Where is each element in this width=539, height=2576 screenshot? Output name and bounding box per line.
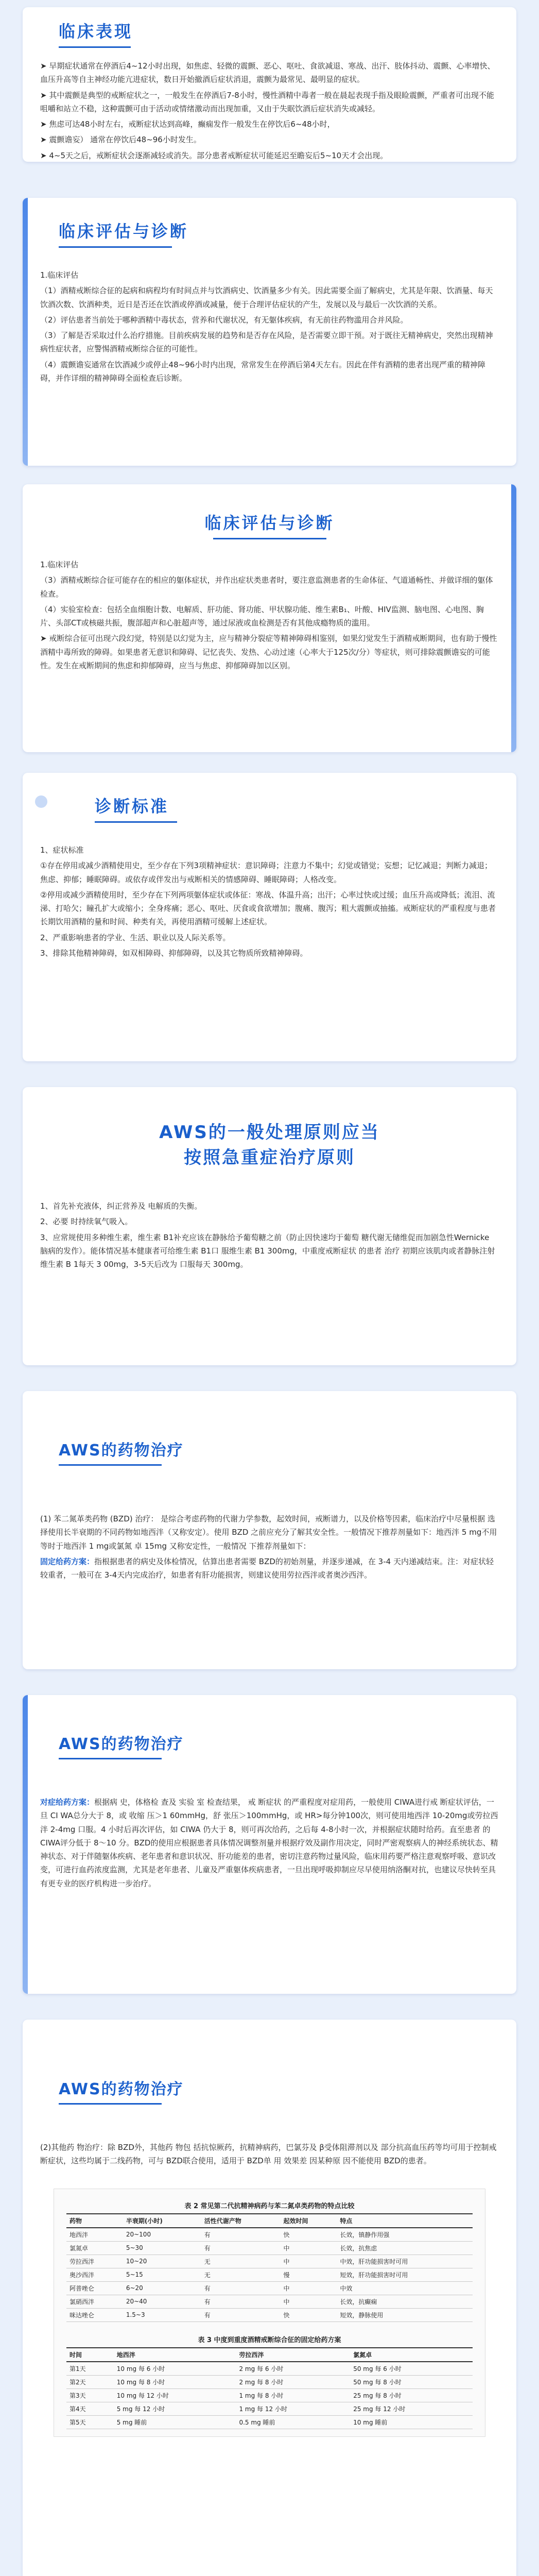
paragraph — [40, 1555, 499, 1582]
section-body — [23, 843, 516, 960]
paragraph — [40, 1795, 499, 1890]
paragraph: 1.临床评估 — [40, 560, 79, 569]
table-cell: 1.5~3 — [123, 2308, 201, 2321]
table-cell: 第5天 — [66, 2415, 114, 2429]
table-row — [66, 2241, 473, 2255]
column-header: 劳拉西泮 — [236, 2348, 350, 2362]
section-clinical-evaluation-1 — [23, 198, 516, 466]
side-decoration — [23, 1695, 28, 1994]
fixed-dose-table — [66, 2347, 473, 2429]
table-row — [66, 2228, 473, 2242]
section-body — [23, 1512, 516, 1582]
paragraph: （1）酒精戒断综合征的起病和病程均有时间点并与饮酒病史、饮酒量多少有关。因此需要全面了解病史，尤其是年限、饮酒量、每天饮酒次数、饮酒种类，近日是否还在饮酒或停酒或减量，便于合理评估症状的产生，发展以及与最后一次饮酒的关系。 — [40, 286, 493, 309]
paragraph: 1、症状标准 — [40, 845, 84, 855]
section-clinical-evaluation-2 — [23, 484, 516, 752]
paragraph: 1、首先补充液体，纠正营养及 电解质的失衡。 — [40, 1201, 202, 1211]
title-underline — [59, 1464, 162, 1466]
table-cell: 有 — [201, 2308, 281, 2321]
table-row — [66, 2255, 473, 2268]
title-underline — [59, 46, 131, 48]
table-header-row — [66, 2348, 473, 2362]
table-cell: 10 mg 睡前 — [350, 2415, 473, 2429]
column-header: 地西泮 — [114, 2348, 236, 2362]
section-title: 临床评估与诊断 — [204, 513, 335, 533]
table-cell: 10 mg 每 6 小时 — [114, 2362, 236, 2376]
table-cell: 50 mg 每 8 小时 — [350, 2375, 473, 2388]
drug-comparison-table — [66, 2213, 473, 2322]
section-body — [23, 2141, 516, 2168]
column-header: 起效时间 — [281, 2214, 337, 2228]
paragraph: 2、必要 时持续氧气吸入。 — [40, 1217, 133, 1227]
section-body — [23, 1199, 516, 1271]
title-underline — [59, 1758, 162, 1759]
decoration-dot — [35, 795, 47, 808]
paragraph: ➤ 早期症状通常在停酒后4~12小时出现，如焦虑、轻微的震颤、恶心、呕吐、食欲减退、寒战、出汗、肢体抖动、震颤、心率增快、血压升高等自主神经功能亢进症状，数日开始撤酒后症状消退，震颤为最常见、最明显的症状。 — [40, 61, 495, 84]
section-title: 诊断标准 — [95, 796, 169, 816]
table-cell: 第4天 — [66, 2402, 114, 2415]
paragraph: ➤ 其中震颤是典型的戒断症状之一，一般发生在停酒后7-8小时，慢性酒精中毒者一般在晨起表现手指及眼睑震颤，严重者可出现不能咀嚼和站立不稳，这种震颤可由于活动或情绪激动而出现加重，又由于失眠饮酒后症状消失或减轻。 — [40, 90, 494, 113]
table-cell: 劳拉西泮 — [66, 2255, 123, 2268]
table-row — [66, 2295, 473, 2308]
table-cell: 20~40 — [123, 2295, 201, 2308]
column-header: 时间 — [66, 2348, 114, 2362]
paragraph: ➤ 震颤谵妄） 通常在停饮后48~96小时发生。 — [40, 135, 201, 145]
paragraph: 3、应常规使用多种维生素，维生素 B1补充应该在静脉给予葡萄糖之前（防止因快速均于葡萄 糖代谢无储维促而加剧急性Wernicke 脑病的发作）。能体情况基本健康者可给维生素 B1口 服维生素 B1 300mg，中重度戒断症状 的患者 治疗 初期应该肌肉或者静脉注射维生素 B 1每天 3 00mg，3-5天后改为 口服每天 300mg。 — [40, 1232, 495, 1269]
paragraph: ①存在停用或减少酒精使用史，至少存在下列3项精神症状：意识障碍；注意力不集中；幻觉或错觉；妄想；记忆减退；判断力减退；焦虑、抑郁；睡眠障碍。或依存或伴发出与戒断相关的情感障碍、睡眠障碍；人格改变。 — [40, 861, 492, 884]
table-cell: 第3天 — [66, 2388, 114, 2402]
table-header-row — [66, 2214, 473, 2228]
paragraph: ➤ 焦虑可达48小时左右，戒断症状达到高峰，癫痫发作一般发生在停饮后6~48小时， — [40, 120, 335, 129]
paragraph-text: 根据病 史，体格检 查及 实验 室 检查结果， 戒 断症状 的严重程度对症用药，一般使用 CIWA进行戒 断症状评估，一旦 CI WA总分大于 8，或 收缩 压＞1 60mmHg，舒 张压＞100mmHg，或 HR>每分钟100次，则可使用地西泮 10-20mg或劳拉西泮 2-4mg 口服。4 小时后再次评估，如 CIWA 仍大于 8，则可再次给药，之后每 4-8小时一次，并根据症状随时给药。直至患者 的 CIWA评分低于 8～10 分。BZD的使用应根据患者具体情况调整剂量并根据疗效及副作用决定，同时严密观察病人的神经系统状态、精神状态、对于伴随躯体疾病、老年患者和意识状况、肝功能差的患者，密切注意药物过量风险，临床用药要严格注意观察呼吸、意识改变，可进行血药浓度监测，尤其是老年患者、儿童及严重躯体疾病患者，一旦出现呼吸抑制应尽早使用纳洛酮对抗，也建议尽快转至具有更专业的医疗机构进一步治疗。 — [40, 1798, 498, 1888]
highlight-label: 固定给药方案： — [40, 1556, 95, 1566]
paragraph: 2、严重影响患者的学业、生活、职业以及人际关系等。 — [40, 933, 231, 942]
highlight-label: 对症给药方案： — [40, 1798, 95, 1807]
table-cell: 5~15 — [123, 2268, 201, 2281]
table-cell: 慢 — [281, 2268, 337, 2281]
table-cell: 50 mg 每 6 小时 — [350, 2362, 473, 2376]
paragraph: ➤ 4~5天之后，戒断症状会逐渐减轻或消失。部分患者戒断症状可能延迟至瞻妄后5~10天才会出现。 — [40, 150, 388, 160]
side-decoration — [23, 198, 28, 466]
title-underline — [213, 538, 326, 539]
table-row — [66, 2415, 473, 2429]
title-underline — [59, 2103, 162, 2105]
table-cell: 中效，肝功能损害时可用 — [337, 2255, 473, 2268]
table-cell: 1 mg 每 8 小时 — [236, 2388, 350, 2402]
paragraph: （3）了解是否采取过什么治疗措施。目前疾病发展的趋势和是否存在风险，是否需要立即干预。对于既往无精神病史，突然出现精神病性症状者，应警惕酒精戒断综合征的可能性。 — [40, 331, 493, 354]
paragraph: （4）震颤谵妄通常在饮酒减少或停止48~96小时内出现，常常发生在停酒后第4天左右。因此在伴有酒精的患者出现严重的精神障碍，并作详细的精神障碍全面检查后诊断。 — [40, 360, 485, 383]
table-cell: 10 mg 每 12 小时 — [114, 2388, 236, 2402]
section-body — [23, 59, 516, 162]
section-clinical-manifestation — [23, 7, 516, 162]
table-cell: 中 — [281, 2281, 337, 2295]
section-title: AWS的药物治疗 — [59, 1442, 184, 1460]
table-card — [54, 2189, 485, 2437]
table-cell: 快 — [281, 2228, 337, 2242]
table-cell: 10 mg 每 8 小时 — [114, 2375, 236, 2388]
table-cell: 有 — [201, 2241, 281, 2255]
side-decoration — [511, 484, 516, 752]
table-cell: 短效，肝功能损害时可用 — [337, 2268, 473, 2281]
table-cell: 25 mg 每 12 小时 — [350, 2402, 473, 2415]
section-body — [23, 268, 516, 385]
table-cell: 长效，抗癫痫 — [337, 2295, 473, 2308]
column-header: 特点 — [337, 2214, 473, 2228]
paragraph: ➤ 戒断综合征可出现六段幻觉，特别是以幻觉为主，应与精神分裂症等精神障碍相鉴别，如果幻觉发生于酒精戒断期间，也有助于慢性酒精中毒所致的障碍。如果患者无意识和障碍、记忆丧失、发热、心动过速（心率大于125次/分）等症状，则可排除震颤谵妄的可能性。发生在戒断期间的焦虑和抑郁障碍，应当与焦虑、抑郁障碍加以区别。 — [40, 634, 497, 670]
table-cell: 2 mg 每 6 小时 — [236, 2362, 350, 2376]
paragraph: （3）酒精戒断综合征可能存在的相应的躯体症状，并作出症状类患者时，要注意监测患者的生命体征、气道通畅性、并做详细的躯体检查。 — [40, 575, 493, 599]
title-line-2: 按照急重症治疗原则 — [184, 1147, 355, 1168]
table-cell: 中 — [281, 2295, 337, 2308]
column-header: 氯氮卓 — [350, 2348, 473, 2362]
table-row — [66, 2268, 473, 2281]
paragraph: 3、排除其他精神障碍，如双相障碍、抑郁障碍，以及其它物质所致精神障碍。 — [40, 948, 308, 958]
table-row — [66, 2375, 473, 2388]
table-cell: 10~20 — [123, 2255, 201, 2268]
table-cell: 第1天 — [66, 2362, 114, 2376]
table-cell: 6~20 — [123, 2281, 201, 2295]
table-row — [66, 2308, 473, 2321]
table-cell: 2 mg 每 8 小时 — [236, 2375, 350, 2388]
table-row — [66, 2281, 473, 2295]
paragraph: (2)其他药 物治疗：除 BZD外，其他药 物包 括抗惊厥药，抗精神病药，巴氯芬及 β受体阻滞剂以及 部分抗高血压药等均可用于控制戒断症状，这些均属于二线药物，可与 BZD联合使用，适用于 BZD单 用 效果差 因某种原 因不能使用 BZD的患者。 — [40, 2143, 497, 2166]
paragraph: ②停用或减少酒精使用时，至少存在下列两项躯体症状或体征：寒战、体温升高；出汗；心率过快或过缓；血压升高或降低；流泪、流涕、打哈欠；瞳孔扩大或缩小；全身疼痛；恶心、呕吐、厌食或食欲增加；腹痛、腹泻；粗大震颤或抽搐。戒断症状的严重程度与患者长期饮用酒精的量和时间、种类有关，再使用酒精可缓解上述症状。 — [40, 890, 496, 927]
column-header: 半衰期(小时) — [123, 2214, 201, 2228]
table-cell: 无 — [201, 2255, 281, 2268]
table-cell: 无 — [201, 2268, 281, 2281]
section-body — [23, 558, 516, 672]
table-cell: 5 mg 每 12 小时 — [114, 2402, 236, 2415]
table-cell: 5 mg 睡前 — [114, 2415, 236, 2429]
table-caption: 表 2 常见第二代抗精神病药与苯二氮卓类药物的特点比较 — [184, 2202, 355, 2210]
section-title: AWS的药物治疗 — [59, 1735, 184, 1753]
table-cell: 咪达唑仑 — [66, 2308, 123, 2321]
section-general-principles — [23, 1087, 516, 1365]
table-cell: 地西泮 — [66, 2228, 123, 2242]
paragraph-text: 指根据患者的病史及体检情况，估算出患者需要 BZD的初始剂量，并逐步递减，在 3-4 天内递减结束。注：对症状轻较重者，一般可在 3-4天内完成治疗，如患者有肝功能损害，则建议使用劳拉西泮或者奥沙西泮。 — [40, 1556, 494, 1580]
title-line-1: AWS的一般处理原则应当 — [159, 1122, 380, 1143]
title-underline — [95, 821, 177, 823]
section-diagnostic-criteria — [23, 773, 516, 1061]
table-row — [66, 2388, 473, 2402]
table-cell: 氯氮卓 — [66, 2241, 123, 2255]
table-row — [66, 2402, 473, 2415]
table-cell: 有 — [201, 2228, 281, 2242]
table-caption: 表 3 中度到重度酒精戒断综合征的固定给药方案 — [198, 2336, 341, 2344]
paragraph: 1.临床评估 — [40, 270, 79, 280]
paragraph: （2）评估患者当前处于哪种酒精中毒状态，营养和代谢状况，有无躯体疾病，有无前往药物滥用合并风险。 — [40, 315, 408, 325]
section-body — [23, 1795, 516, 1890]
table-cell: 中效 — [337, 2281, 473, 2295]
section-title: 临床评估与诊断 — [59, 222, 189, 241]
section-drug-treatment-2 — [23, 1695, 516, 1994]
table-cell: 中 — [281, 2255, 337, 2268]
title-underline — [59, 246, 172, 248]
section-drug-treatment-1 — [23, 1391, 516, 1669]
paragraph: （4）实验室检查：包括全血细胞计数、电解质、肝功能、肾功能、甲状腺功能、维生素B₁、叶酸、HIV监测、脑电图、心电图、胸片、头部CT或核磁共振，腹部超声和心脏超声等，通过尿液或血检测是否有其他成瘾物质的滥用。 — [40, 604, 484, 628]
table-cell: 第2天 — [66, 2375, 114, 2388]
table-cell: 5~30 — [123, 2241, 201, 2255]
column-header: 药物 — [66, 2214, 123, 2228]
table-cell: 短效，静脉使用 — [337, 2308, 473, 2321]
table-cell: 阿普唑仑 — [66, 2281, 123, 2295]
table-cell: 长效，镇静作用强 — [337, 2228, 473, 2242]
section-title — [23, 1087, 516, 1168]
paragraph: (1) 苯二氮革类药物 (BZD) 治疗： 是综合考虑药物的代谢力学参数，起效时间，戒断谱力，以及价格等因素，临床治疗中尽量根据 选择使用长半衰期的不同药物如地西泮（又称安定）。使用 BZD 之前应充分了解其安全性。一般情况下推荐剂量如下：地西泮 5 mg不用等时于地西泮 1 mg或氯氮 卓 15mg 又称安定性，一般情况 下推荐剂量如下： — [40, 1514, 497, 1551]
table-cell: 奥沙西泮 — [66, 2268, 123, 2281]
section-title: AWS的药物治疗 — [59, 2080, 184, 2098]
table-cell: 25 mg 每 8 小时 — [350, 2388, 473, 2402]
table-row — [66, 2362, 473, 2376]
section-drug-treatment-3 — [23, 2020, 516, 2576]
table-cell: 有 — [201, 2295, 281, 2308]
table-cell: 1 mg 每 12 小时 — [236, 2402, 350, 2415]
table-cell: 中 — [281, 2241, 337, 2255]
table-cell: 20~100 — [123, 2228, 201, 2242]
table-cell: 氯硝西泮 — [66, 2295, 123, 2308]
section-title: 临床表现 — [59, 22, 133, 41]
table-cell: 0.5 mg 睡前 — [236, 2415, 350, 2429]
table-cell: 长效，抗焦虑 — [337, 2241, 473, 2255]
table-cell: 有 — [201, 2281, 281, 2295]
table-cell: 快 — [281, 2308, 337, 2321]
column-header: 活性代谢产物 — [201, 2214, 281, 2228]
